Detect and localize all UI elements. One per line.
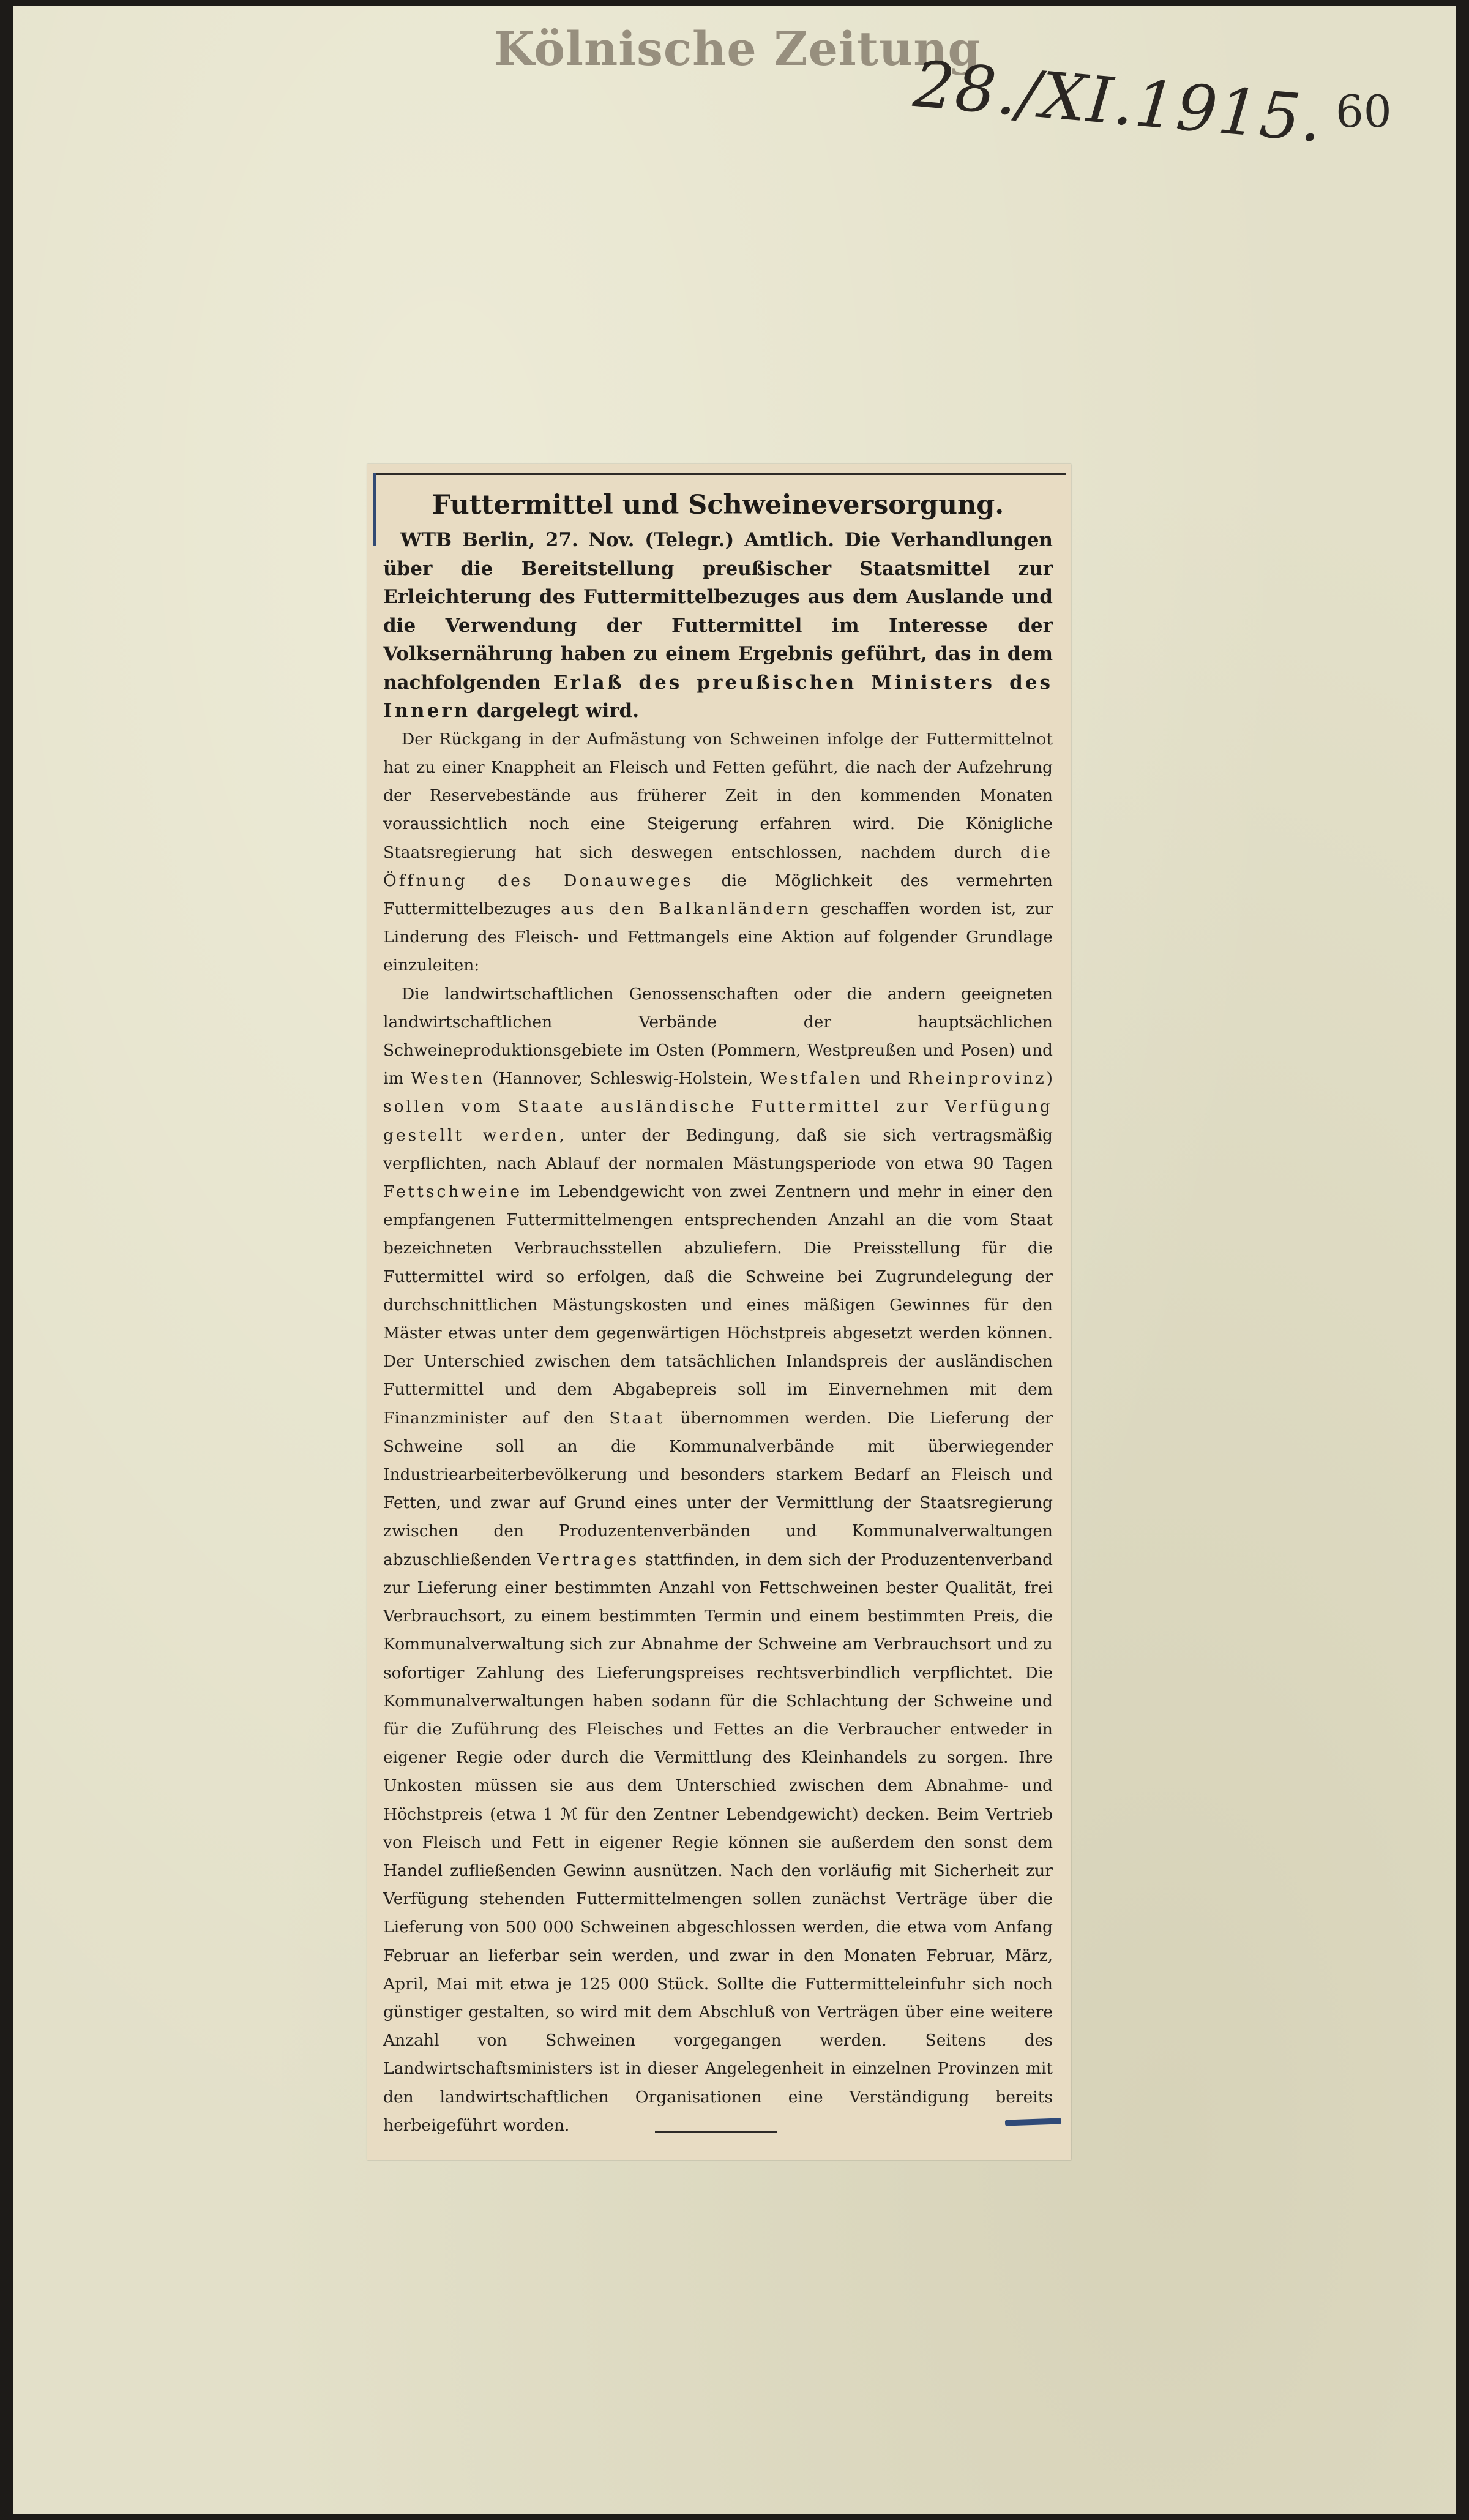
top-rule	[375, 473, 1066, 475]
lead-place: Berlin	[462, 529, 529, 552]
end-rule	[655, 2131, 777, 2133]
para1-text-3: geschaffen worden ist, zur Linderung des Fleisch- und Fettmangels eine Aktion auf folgender Grundlage einzuleiten:	[383, 899, 1053, 975]
para2-spaced-7: Vertrages	[537, 1550, 640, 1569]
archive-sheet	[13, 6, 1456, 2514]
article-headline: Futtermittel und Schweineversorgung.	[432, 490, 1004, 520]
lead-telegr: (Telegr.)	[645, 529, 734, 552]
article-lead	[383, 526, 1053, 726]
para2-text-4: )	[1046, 1069, 1053, 1089]
para1-text-1: Der Rückgang in der Aufmästung von Schweinen infolge der Futtermittelnot hat zu einer Knappheit an Fleisch und Fetten geführt, die nach der Aufzehrung der Reservebestände aus früherer Zeit in den kommenden Monaten voraussichtlich noch eine Steigerung erfahren wird. Die Königliche Staatsregierung hat sich deswegen entschlossen, nachdem durch	[383, 729, 1053, 862]
lead-spaced: Erlaß des preußischen Ministers des Innern	[383, 671, 1053, 722]
lead-end: dargelegt wird.	[470, 700, 640, 722]
para2-spaced-3: Rheinprovinz	[908, 1069, 1047, 1089]
para2-text-7: übernommen werden. Die Lieferung der Schweine soll an die Kommunalverbände mit überwiegender Industriearbeiterbevölkerung und besonders starkem Bedarf an Fleisch und Fetten, und zwar auf Grund eines unter der Vermittlung der Staatsregierung zwischen den Produzentenverbänden und Kommunalverwaltungen abzuschließenden	[383, 1408, 1053, 1569]
para2-spaced-1: Westen	[411, 1069, 485, 1089]
para2-text-8: stattfinden, in dem sich der Produzentenverband zur Lieferung einer bestimmten Anzahl von Fettschweinen bester Qualität, frei Verbrauchsort, zu einem bestimmten Termin und einem bestimmten Preis, die Kommunalverwaltung sich zur Abnahme der Schweine am Verbrauchsort und zu sofortiger Zahlung des Lieferungspreises rechtsverbindlich verpflichtet. Die Kommunalverwaltungen haben sodann für die Schlachtung der Schweine und für die Zuführung des Fleisches und Fettes an die Verbraucher entweder in eigener Regie oder durch die Vermittlung des Kleinhandels zu sorgen. Ihre Unkosten müssen sie aus dem Unterschied zwischen dem Abnahme- und Höchstpreis (etwa 1 ℳ für den Zentner Lebendgewicht) decken. Beim Vertrieb von Fleisch und Fett in eigener Regie können sie außerdem den sonst dem Handel zufließenden Gewinn ausnützen. Nach den vorläufig mit Sicherheit zur Verfügung stehenden Futtermittelmengen sollen zunächst Verträge über die Lieferung von 500 000 Schweinen abgeschlossen werden, die etwa vom Anfang Februar an lieferbar sein werden, und zwar in den Monaten Februar, März, April, Mai mit etwa je 125 000 Stück. Sollte die Futtermitteleinfuhr sich noch günstiger gestalten, so wird mit dem Abschluß von Verträgen über eine weitere Anzahl von Schweinen vorgegangen werden. Seitens des Landwirtschaftsministers ist in dieser Angelegenheit in einzelnen Provinzen mit den landwirtschaftlichen Organisationen eine Verständigung bereits herbeigeführt worden.	[383, 1550, 1053, 2135]
left-blue-mark	[373, 473, 376, 546]
para2-text-1: Die landwirtschaftlichen Genossenschaften oder die andern geeigneten landwirtschaftlichen Verbände der hauptsächlichen Schweineproduktionsgebiete im Osten (Pommern, Westpreußen und Posen) und im	[383, 984, 1053, 1089]
lead-date: , 27. Nov.	[528, 529, 645, 552]
para2-text-3: und	[862, 1069, 908, 1089]
para2-text-5: , unter der Bedingung, daß sie sich vertragsmäßig verpflichten, nach Ablauf der normalen Mästungsperiode von etwa 90 Tagen	[383, 1125, 1053, 1173]
newspaper-clipping	[367, 464, 1071, 2160]
para2-spaced-4: sollen vom Staate ausländische Futtermittel zur Verfügung gestellt werden	[383, 1097, 1053, 1145]
page-number: 60	[1336, 86, 1392, 137]
lead-text: Amtlich. Die Verhandlungen über die Bereitstellung preußischer Staatsmittel zur Erleichterung des Futtermittelbezuges aus dem Auslande und die Verwendung der Futtermittel im Interesse der Volksernährung haben zu einem Ergebnis geführt, das in dem nachfolgenden	[383, 529, 1053, 694]
para2-spaced-5: Fettschweine	[383, 1182, 523, 1202]
para1-spaced-2: aus den Balkanländern	[561, 899, 811, 919]
para1-text-2: die Möglichkeit des vermehrten Futtermittelbezuges	[383, 871, 1053, 919]
para2-text-2: (Hannover, Schleswig-Holstein,	[485, 1069, 760, 1089]
article-paragraph-2	[383, 980, 1053, 2140]
handwritten-date: 28./XI.1915.	[910, 47, 1326, 157]
lead-agency: WTB	[400, 529, 462, 552]
para1-spaced-1: die Öffnung des Donauweges	[383, 842, 1053, 890]
para2-spaced-6: Staat	[609, 1408, 665, 1428]
blue-pencil-mark	[1005, 2118, 1061, 2126]
para2-spaced-2: Westfalen	[760, 1069, 863, 1089]
article-paragraph-1	[383, 726, 1053, 980]
para2-text-6: im Lebendgewicht von zwei Zentnern und mehr in einer den empfangenen Futtermittelmengen entsprechenden Anzahl an die vom Staat bezeichneten Verbrauchsstellen abzuliefern. Die Preisstellung für die Futtermittel wird so erfolgen, daß die Schweine bei Zugrundelegung der durchschnittlichen Mästungskosten und eines mäßigen Gewinnes für den Mäster etwas unter dem gegenwärtigen Höchstpreis abgesetzt werden können. Der Unterschied zwischen dem tatsächlichen Inlandspreis der ausländischen Futtermittel und dem Abgabepreis soll im Einvernehmen mit dem Finanzminister auf den	[383, 1182, 1053, 1428]
masthead-stamp: Kölnische Zeitung	[494, 21, 981, 76]
